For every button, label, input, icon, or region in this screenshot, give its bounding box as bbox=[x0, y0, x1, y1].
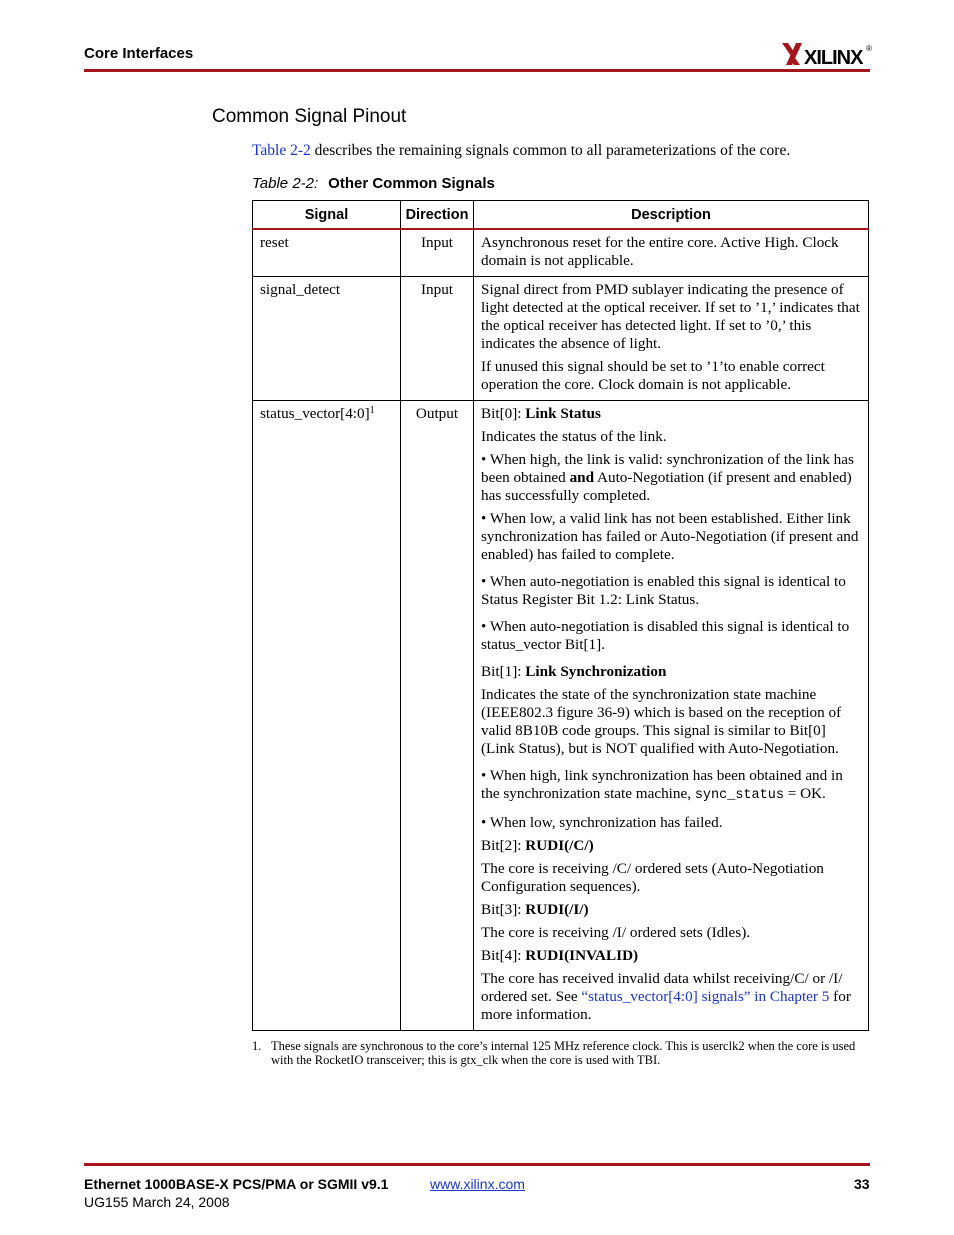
direction-cell: Input bbox=[401, 277, 474, 401]
bit-text: • When low, a valid link has not been established. Either link synchronization has failed or Auto-Negotiation (if present and enabled) has failed to complete. bbox=[481, 510, 859, 563]
bit-text: Indicates the state of the synchronization state machine (IEEE802.3 figure 36-9) which is based on the reception of valid 8B10B code groups. This signal is similar to Bit[0] (Link Status), but is NOT qualified with Auto-Negotiation. bbox=[481, 686, 842, 757]
chapter-5-link[interactable]: “status_vector[4:0] signals” in Chapter 5 bbox=[581, 988, 830, 1005]
table-row bbox=[253, 401, 869, 1031]
bit-text: • When high, the link is valid: synchronization of the link has been obtained and Auto-Negotiation (if present and enabled) has successfully completed. bbox=[481, 451, 854, 504]
table-header-row bbox=[253, 201, 869, 230]
bit-text: The core has received invalid data whilst receiving/C/ or /I/ ordered set. See “status_vector[4:0] signals” in Chapter 5 for more information. bbox=[481, 970, 851, 1023]
bit-heading bbox=[481, 405, 861, 423]
table-row bbox=[253, 277, 869, 401]
description-text: Asynchronous reset for the entire core. Active High. Clock domain is not applicable. bbox=[481, 234, 839, 269]
logo-registered-mark: ® bbox=[866, 44, 872, 53]
direction-cell: Output bbox=[401, 401, 474, 1031]
signal-cell: reset bbox=[253, 229, 401, 277]
bit-text: • When auto-negotiation is enabled this signal is identical to Status Register Bit 1.2: Link Status. bbox=[481, 573, 846, 608]
logo-wordmark: XILINX bbox=[804, 47, 863, 69]
bit-prefix: Bit[2]: bbox=[481, 837, 526, 854]
section-title: Common Signal Pinout bbox=[212, 106, 407, 127]
bit-heading bbox=[481, 947, 861, 965]
bit-text: Indicates the status of the link. bbox=[481, 428, 667, 445]
description-cell bbox=[474, 277, 869, 401]
header-signal: Signal bbox=[253, 201, 401, 230]
bit-heading bbox=[481, 837, 861, 855]
description-text: If unused this signal should be set to ’1’to enable correct operation the core. Clock domain is not applicable. bbox=[481, 358, 825, 393]
running-header-title: Core Interfaces bbox=[84, 45, 194, 62]
bit-name: RUDI(/C/) bbox=[525, 837, 594, 854]
bit-text: The core is receiving /C/ ordered sets (Auto-Negotiation Configuration sequences). bbox=[481, 860, 824, 895]
sync-status-code: sync_status bbox=[694, 788, 784, 803]
signal-name: status_vector[4:0] bbox=[260, 405, 370, 422]
footnote-text: These signals are synchronous to the core’s internal 125 MHz reference clock. This is userclk2 when the core is used with the RocketIO transceiver; this is gtx_clk when the core is used with TBI. bbox=[271, 1039, 856, 1067]
intro-paragraph bbox=[252, 142, 790, 160]
footer-website-link[interactable]: www.xilinx.com bbox=[430, 1176, 525, 1192]
bit-heading bbox=[481, 901, 861, 919]
description-text: Signal direct from PMD sublayer indicating the presence of light detected at the optical receiver. If set to ’1,’ indicates that the optical receiver has detected light. If set to ’0,’ this indicates the absence of light. bbox=[481, 281, 860, 352]
signal-cell: signal_detect bbox=[253, 277, 401, 401]
intro-text: describes the remaining signals common to all parameterizations of the core. bbox=[310, 142, 791, 159]
header-description: Description bbox=[474, 201, 869, 230]
bit-text: • When high, link synchronization has been obtained and in the synchronization state machine, sync_status = OK. bbox=[481, 767, 843, 803]
bit-prefix: Bit[1]: bbox=[481, 663, 526, 680]
bit-prefix: Bit[4]: bbox=[481, 947, 526, 964]
table-caption bbox=[252, 175, 495, 192]
footer-doc-id-date: UG155 March 24, 2008 bbox=[84, 1194, 230, 1210]
footer-document-title: Ethernet 1000BASE-X PCS/PMA or SGMII v9.1 bbox=[84, 1176, 389, 1192]
table-caption-title: Other Common Signals bbox=[328, 175, 495, 192]
header-direction: Direction bbox=[401, 201, 474, 230]
footnote-number: 1. bbox=[252, 1039, 262, 1053]
bit-name: Link Status bbox=[525, 405, 601, 422]
bit-prefix: Bit[3]: bbox=[481, 901, 526, 918]
footnote-marker: 1 bbox=[369, 405, 375, 416]
header-rule bbox=[84, 69, 870, 72]
bit-text: • When low, synchronization has failed. bbox=[481, 814, 723, 831]
description-cell bbox=[474, 401, 869, 1031]
bit-heading bbox=[481, 663, 861, 681]
xilinx-logo bbox=[780, 39, 872, 69]
bit-text: • When auto-negotiation is disabled this signal is identical to status_vector Bit[1]. bbox=[481, 618, 850, 653]
other-common-signals-table bbox=[252, 200, 869, 1031]
xilinx-logo-icon bbox=[780, 39, 872, 69]
table-reference-link[interactable]: Table 2-2 bbox=[252, 142, 311, 159]
table-footnote bbox=[252, 1039, 868, 1067]
bit-name: RUDI(/I/) bbox=[525, 901, 589, 918]
bit-name: Link Synchronization bbox=[525, 663, 667, 680]
bit-name: RUDI(INVALID) bbox=[525, 947, 639, 964]
footer-rule bbox=[84, 1163, 870, 1166]
bit-prefix: Bit[0]: bbox=[481, 405, 526, 422]
bit-text: The core is receiving /I/ ordered sets (Idles). bbox=[481, 924, 751, 941]
direction-cell: Input bbox=[401, 229, 474, 277]
page-number: 33 bbox=[854, 1176, 870, 1192]
signal-cell bbox=[253, 401, 401, 1031]
description-cell bbox=[474, 229, 869, 277]
table-row bbox=[253, 229, 869, 277]
table-caption-number: Table 2-2: bbox=[252, 175, 319, 192]
